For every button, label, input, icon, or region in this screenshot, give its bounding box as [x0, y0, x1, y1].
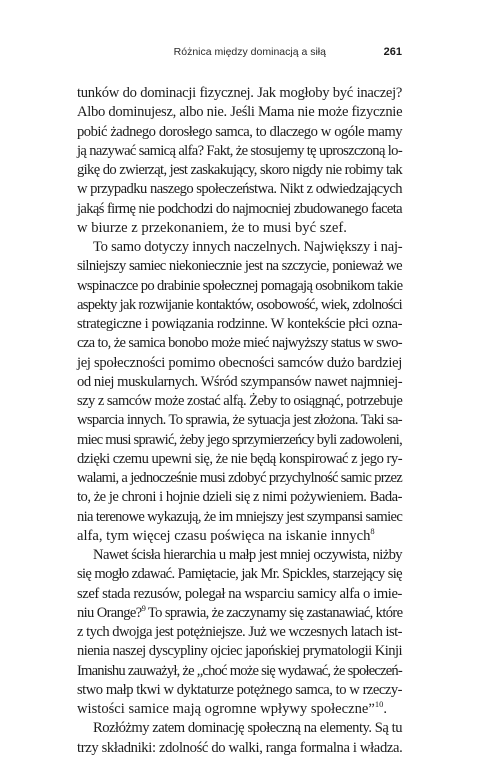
text-line: To samo dotyczy innych naczelnych. Największy i naj-	[93, 239, 403, 255]
paragraph-2	[77, 238, 402, 546]
text-line: nienia naszej dyscypliny ojciec japońskiej prymatologii Kinji	[77, 643, 402, 660]
text-line: szy z samców może zostać alfą. Żeby to osiągnąć, potrzebuje	[77, 393, 403, 409]
text-line: gikę do zwierząt, jest zaskakujący, skoro nigdy nie robimy tak	[77, 162, 402, 178]
text-line	[77, 700, 402, 719]
text-line: dzięki czemu upewni się, że nie będą konspirować z jego ry-	[77, 450, 403, 467]
text-line: strategiczne i powiązania rodzinne. W kontekście płci ozna-	[77, 316, 402, 332]
footnote-ref: 10	[374, 699, 384, 709]
text-line: z tych dwojga jest potężniejsze. Już we wczesnych latach ist-	[77, 624, 402, 640]
text-fragment: niu Orange?	[77, 604, 142, 621]
chapter-title: Różnica między dominacją a siłą	[173, 46, 326, 58]
text-line: trzy składniki: zdolność do walki, ranga formalna i władza.	[77, 739, 403, 756]
text-line: szef stada rezusów, polegał na wsparciu samicy alfa o imie-	[77, 585, 402, 602]
page-number: 261	[383, 46, 402, 58]
text-line: walami, a jednocześnie musi zdobyć przychylność samic przez	[77, 470, 402, 486]
body-text	[77, 84, 402, 758]
text-line: nia terenowe wykazują, że im mniejszy jest szympansi samiec	[77, 508, 403, 525]
text-line	[77, 604, 402, 623]
text-line: w przypadku naszego społeczeństwa. Nikt z odwiedzających	[77, 181, 402, 198]
text-fragment: alfa, tym więcej czasu poświęca na iskanie innych	[77, 527, 371, 544]
text-line: ją nazywać samicą alfa? Fakt, że stosujemy tę uproszczoną lo-	[77, 142, 403, 159]
text-line: to, że je chroni i hojnie dzieli się z nimi pożywieniem. Bada-	[77, 489, 402, 506]
text-line	[77, 527, 402, 546]
footnote-ref: 9	[141, 602, 146, 613]
text-line: pobić żadnego dorosłego samca, to dlaczego w ogóle mamy	[77, 123, 402, 140]
text-line: wsparcia innych. To sprawia, że sytuacja jest złożona. Taki sa-	[77, 412, 402, 429]
text-line: od niej muskularnych. Wśród szympansów nawet najmniej-	[77, 373, 403, 390]
text-line: miec musi sprawić, żeby jego sprzymierzeńcy byli zadowoleni,	[77, 431, 402, 448]
text-line: aspekty jak rozwijanie kontaktów, osobowość, wiek, zdolności	[77, 296, 402, 313]
text-line: jakąś firmę nie podchodzi do najmocniej zbudowanego faceta	[77, 200, 402, 217]
text-line: wspinaczce po drabinie społecznej pomagają osobnikom takie	[77, 277, 403, 294]
text-line: cza to, że samica bonobo może mieć najwyższy status w swo-	[77, 335, 402, 352]
text-fragment: .	[383, 701, 388, 717]
text-line: jej społeczności pomimo obecności samców dużo bardziej	[77, 354, 403, 371]
text-line: stwo małp tkwi w dyktaturze potężnego samca, to w rzeczy-	[77, 681, 402, 698]
text-line: silniejszy samiec niekoniecznie jest na szczycie, ponieważ we	[77, 258, 402, 275]
text-fragment: wistości samice mają ogromne wpływy społeczne”	[77, 701, 375, 717]
text-line: w biurze z przekonaniem, że to musi być szef.	[77, 219, 347, 236]
text-line: tunków do dominacji fizycznej. Jak mogłoby być inaczej?	[77, 85, 402, 101]
text-line: Rozłóżmy zatem dominację społeczną na elementy. Są tu	[93, 720, 402, 737]
text-line: Imanishu zauważył, że „choć może się wydawać, że społeczeń-	[77, 662, 402, 679]
running-head	[76, 46, 402, 62]
paragraph-1	[77, 84, 402, 238]
text-line: Albo dominujesz, albo nie. Jeśli Mama nie może fizycznie	[77, 104, 403, 121]
text-line: się mogło zdawać. Pamiętacie, jak Mr. Spickles, starzejący się	[77, 566, 402, 583]
paragraph-3	[77, 546, 402, 719]
footnote-ref: 8	[370, 525, 375, 536]
text-line: Nawet ścisła hierarchia u małp jest mniej oczywista, niżby	[93, 547, 402, 563]
text-fragment: To sprawia, że zaczynamy się zastanawiać, które	[145, 604, 403, 621]
